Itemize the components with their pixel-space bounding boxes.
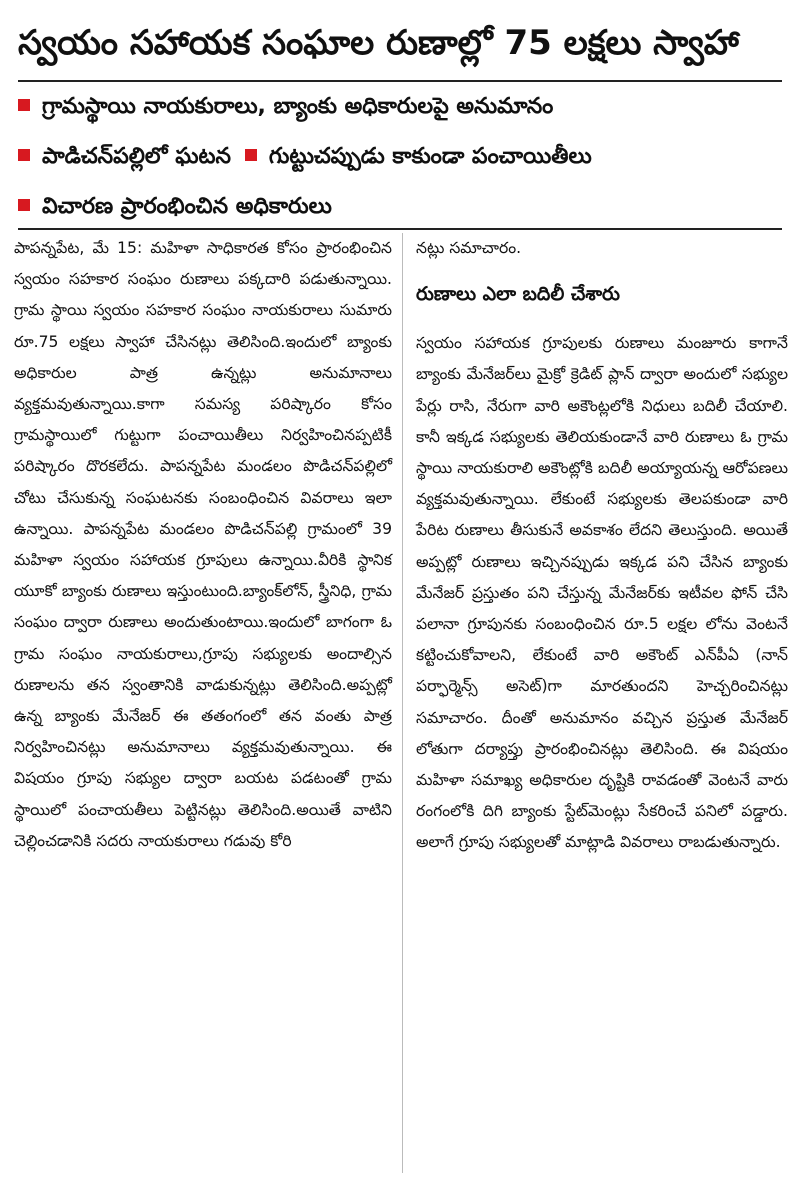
- article-paragraph: స్వయం సహాయక గ్రూపులకు రుణాలు మంజూరు కాగానే బ్యాంకు మేనేజర్‌లు మైక్రో క్రెడిట్ ప్లాన్ ద్వారా అందులో సభ్యుల పేర్లు రాసి, నేరుగా వారి అకౌంట్లలోకి నిధులు బదిలీ చేయాలి. కానీ ఇక్కడ సభ్యులకు తెలియకుండానే వారి రుణాలు ఓ గ్రామ స్థాయి నాయకురాలి అకౌంట్లోకి బదిలీ అయ్యాయన్న ఆరోపణలు వ్యక్తమవుతున్నాయి. లేకుంటే సభ్యులకు తెలపకుండా వారి పేరిట రుణాలు తీసుకునే అవకాశం లేదని తెలుస్తుంది. అయితే అప్పట్లో రుణాలు ఇచ్చినప్పుడు ఇక్కడ పని చేసిన బ్యాంకు మేనేజర్ ప్రస్తుతం పని చేస్తున్న మేనేజర్‌కు ఇటీవల ఫోన్ చేసి పలానా గ్రూపునకు సంబంధించిన రూ.5 లక్షల లోను వెంటనే కట్టించుకోవాలని, లేకుంటే వారి అకౌంట్ ఎన్‌పీఏ (నాన్ పర్ఫార్మెన్స్ అసెట్)గా మారతుందని హెచ్చరించినట్లు సమాచారం. దీంతో అనుమానం వచ్చిన ప్రస్తుత మేనేజర్ లోతుగా దర్యాప్తు ప్రారంభించినట్లు తెలిసింది. ఈ విషయం మహిళా సమాఖ్య అధికారుల దృష్టికి రావడంతో వెంటనే వారు రంగంలోకి దిగి బ్యాంకు స్టేట్‌మెంట్లు సేకరించే పనిలో పడ్డారు. అలాగే గ్రూపు సభ్యులతో మాట్లాడి వివరాలు రాబడుతున్నారు.: [416, 334, 788, 852]
- bullet-line: [18, 132, 788, 182]
- article-continuation: నట్లు సమాచారం.: [416, 239, 522, 257]
- article-right-column: [416, 233, 788, 859]
- red-square-bullet-icon: [18, 149, 30, 161]
- bullet-text: పాడిచన్‌పల్లిలో ఘటన: [42, 144, 231, 169]
- bullet-text: గుట్టుచప్పుడు కాకుండా పంచాయితీలు: [268, 144, 592, 169]
- bullet-text: గ్రామస్థాయి నాయకురాలు, బ్యాంకు అధికారులపై అనుమానం: [42, 94, 554, 119]
- subheading: రుణాలు ఎలా బదిలీ చేశారు: [416, 283, 620, 306]
- bullet-line: [18, 182, 788, 232]
- column-divider: [402, 233, 403, 1173]
- red-square-bullet-icon: [245, 149, 257, 161]
- red-square-bullet-icon: [18, 199, 30, 211]
- article-paragraph: పాపన్నపేట, మే 15: మహిళా సాధికారత కోసం ప్రారంభించిన స్వయం సహకార సంఘం రుణాలు పక్కదారి పడుతున్నాయి. గ్రామ స్థాయి స్వయం సహకార సంఘం నాయకురాలు సుమారు రూ.75 లక్షలు స్వాహా చేసినట్లు తెలిసింది.ఇందులో బ్యాంకు అధికారుల పాత్ర ఉన్నట్లు అనుమానాలు వ్యక్తమవుతున్నాయి.కాగా సమస్య పరిష్కారం కోసం గ్రామస్థాయిలో గుట్టుగా పంచాయితీలు నిర్వహించినప్పటికీ పరిష్కారం దొరకలేదు. పాపన్నపేట మండలం పొడిచన్‌పల్లిలో చోటు చేసుకున్న సంఘటనకు సంబంధించిన వివరాలు ఇలా ఉన్నాయి. పాపన్నపేట మండలం పొడిచన్‌పల్లి గ్రామంలో 39 మహిళా స్వయం సహాయక గ్రూపులు ఉన్నాయి.వీరికి స్థానిక యూకో బ్యాంకు రుణాలు ఇస్తుంటుంది.బ్యాంక్‌లోన్, స్త్రీనిధి, గ్రామ సంఘం ద్వారా రుణాలు అందుతుంటాయి.ఇందులో బాగంగా ఓ గ్రామ సంఘం నాయకురాలు,గ్రూపు సభ్యులకు అందాల్సిన రుణాలను తన స్వంతానికి వాడుకున్నట్లు తెలిసింది.అప్పట్లో ఉన్న బ్యాంకు మేనేజర్ ఈ తతంగంలో తన వంతు పాత్ర నిర్వహించినట్లు అనుమానాలు వ్యక్తమవుతున్నాయి. ఈ విషయం గ్రూపు సభ్యుల ద్వారా బయట పడటంతో గ్రామ స్థాయిలో పంచాయతీలు పెట్టినట్లు తెలిసింది.అయితే వాటిని చెల్లించడానికి సదరు నాయకురాలు గడువు కోరి: [14, 239, 392, 850]
- bullet-text: విచారణ ప్రారంభించిన అధికారులు: [42, 194, 332, 219]
- section-rule: [18, 228, 782, 230]
- article-left-column: [14, 233, 392, 857]
- red-square-bullet-icon: [18, 99, 30, 111]
- bullet-list: [18, 82, 788, 232]
- bullet-line: [18, 82, 788, 132]
- headline: స్వయం సహాయక సంఘాల రుణాల్లో 75 లక్షలు స్వాహా: [18, 23, 739, 63]
